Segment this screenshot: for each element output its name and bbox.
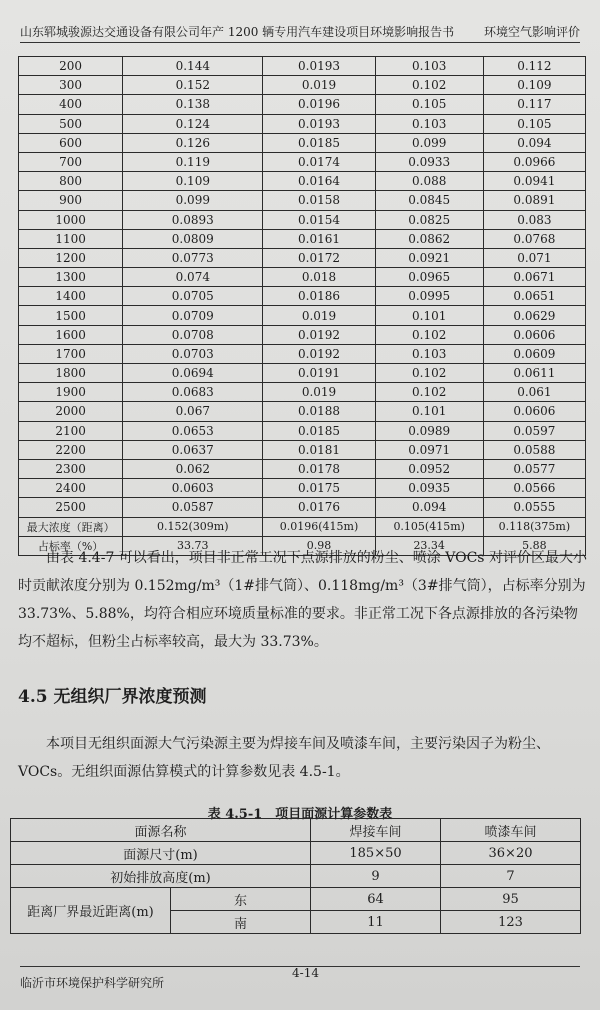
table-cell: 0.0181 [263, 440, 375, 459]
table-cell: 0.98 [263, 536, 375, 555]
table-cell: 0.062 [123, 459, 263, 478]
table-cell: 距离厂界最近距离(m) [11, 888, 171, 934]
table-row [19, 57, 586, 76]
table-cell: 0.0161 [263, 229, 375, 248]
table-row [19, 364, 586, 383]
table-row [19, 95, 586, 114]
table-row [19, 440, 586, 459]
table-row [19, 459, 586, 478]
table-cell: 0.0629 [483, 306, 585, 325]
table-cell: 2400 [19, 479, 123, 498]
table-cell: 0.083 [483, 210, 585, 229]
table-cell: 0.0862 [375, 229, 483, 248]
table-cell: 0.0178 [263, 459, 375, 478]
table-cell: 0.0708 [123, 325, 263, 344]
table-cell: 初始排放高度(m) [11, 865, 311, 888]
table-row [19, 479, 586, 498]
table-cell: 0.103 [375, 344, 483, 363]
table-cell: 33.73 [123, 536, 263, 555]
table-cell: 0.0196(415m) [263, 517, 375, 536]
intro-paragraph: 本项目无组织面源大气污染源主要为焊接车间及喷漆车间，主要污染因子为粉尘、VOCs。无组织面源估算模式的计算参数见表 4.5-1。 [18, 736, 550, 780]
table-cell: 0.061 [483, 383, 585, 402]
table-cell: 7 [441, 865, 581, 888]
table-cell: 0.0174 [263, 152, 375, 171]
table-row [19, 76, 586, 95]
table-cell: 东 [171, 888, 311, 911]
table-cell: 焊接车间 [311, 819, 441, 842]
table-cell: 0.0185 [263, 421, 375, 440]
table-cell: 0.103 [375, 57, 483, 76]
table-cell: 1400 [19, 287, 123, 306]
table-cell: 0.0185 [263, 133, 375, 152]
section-heading: 4.5 无组织厂界浓度预测 [18, 687, 207, 707]
table-cell: 0.124 [123, 114, 263, 133]
table-header-row [11, 819, 581, 842]
table-cell: 0.0891 [483, 191, 585, 210]
table-cell: 0.0705 [123, 287, 263, 306]
table-cell: 95 [441, 888, 581, 911]
table-cell: 0.067 [123, 402, 263, 421]
table-cell: 0.102 [375, 383, 483, 402]
table-cell: 2000 [19, 402, 123, 421]
table-cell: 0.112 [483, 57, 585, 76]
table-row [19, 325, 586, 344]
table-cell: 0.0995 [375, 287, 483, 306]
table-cell: 800 [19, 172, 123, 191]
table-cell: 0.101 [375, 306, 483, 325]
table-cell: 0.0188 [263, 402, 375, 421]
table-cell: 0.105 [375, 95, 483, 114]
table-cell: 0.094 [375, 498, 483, 517]
table-cell: 23.34 [375, 536, 483, 555]
table-cell: 0.0186 [263, 287, 375, 306]
table-cell: 1300 [19, 268, 123, 287]
table-cell: 0.074 [123, 268, 263, 287]
table-cell: 0.105 [483, 114, 585, 133]
table-cell: 0.0577 [483, 459, 585, 478]
table-cell: 0.0193 [263, 114, 375, 133]
table-cell: 1700 [19, 344, 123, 363]
table-cell: 0.0193 [263, 57, 375, 76]
table-cell: 0.126 [123, 133, 263, 152]
table-cell: 0.0671 [483, 268, 585, 287]
table-cell: 1600 [19, 325, 123, 344]
table-cell: 0.0158 [263, 191, 375, 210]
table-cell: 0.0154 [263, 210, 375, 229]
table-cell: 0.0989 [375, 421, 483, 440]
table-cell: 0.138 [123, 95, 263, 114]
table-cell: 185×50 [311, 842, 441, 865]
table-cell: 0.0606 [483, 402, 585, 421]
table-cell: 0.0555 [483, 498, 585, 517]
table-cell: 0.071 [483, 248, 585, 267]
table-cell: 0.0637 [123, 440, 263, 459]
table-cell: 600 [19, 133, 123, 152]
table-cell: 0.0809 [123, 229, 263, 248]
table-row [19, 498, 586, 517]
table-cell: 0.0653 [123, 421, 263, 440]
table-row [19, 517, 586, 536]
table-cell: 0.0921 [375, 248, 483, 267]
table-cell: 900 [19, 191, 123, 210]
table-cell: 面源名称 [11, 819, 311, 842]
table-cell: 1500 [19, 306, 123, 325]
table-cell: 123 [441, 911, 581, 934]
table-cell: 0.109 [483, 76, 585, 95]
table-cell: 0.0176 [263, 498, 375, 517]
table-cell: 0.119 [123, 152, 263, 171]
table-row [11, 842, 581, 865]
table-cell: 0.019 [263, 383, 375, 402]
table-cell: 0.0597 [483, 421, 585, 440]
table-cell: 64 [311, 888, 441, 911]
table-cell: 0.0941 [483, 172, 585, 191]
table-cell: 0.103 [375, 114, 483, 133]
table-cell: 南 [171, 911, 311, 934]
table-row [19, 402, 586, 421]
table-cell: 0.0192 [263, 344, 375, 363]
table-cell: 2200 [19, 440, 123, 459]
report-title: 山东郓城骏源达交通设备有限公司年产 1200 辆专用汽车建设项目环境影响报告书 [20, 25, 455, 39]
concentration-table [18, 56, 586, 556]
table-cell: 0.0191 [263, 364, 375, 383]
table-cell: 0.0709 [123, 306, 263, 325]
table-row [19, 306, 586, 325]
table-cell: 0.152(309m) [123, 517, 263, 536]
table-cell: 700 [19, 152, 123, 171]
table-cell: 0.0588 [483, 440, 585, 459]
table-row [19, 421, 586, 440]
table-cell: 0.102 [375, 325, 483, 344]
table-row [19, 287, 586, 306]
table-cell: 0.0768 [483, 229, 585, 248]
table-cell: 0.0845 [375, 191, 483, 210]
table-cell: 喷漆车间 [441, 819, 581, 842]
table-cell: 1900 [19, 383, 123, 402]
table-row [11, 888, 581, 911]
page-number: 4-14 [292, 966, 319, 980]
table-cell: 0.152 [123, 76, 263, 95]
table-cell: 9 [311, 865, 441, 888]
table-cell: 0.0609 [483, 344, 585, 363]
table-cell: 0.0611 [483, 364, 585, 383]
table-cell: 0.019 [263, 76, 375, 95]
table-cell: 1800 [19, 364, 123, 383]
table-cell: 0.101 [375, 402, 483, 421]
table-cell: 2100 [19, 421, 123, 440]
table-row [19, 191, 586, 210]
table-cell: 0.0196 [263, 95, 375, 114]
table-cell: 0.0773 [123, 248, 263, 267]
table-cell: 0.0587 [123, 498, 263, 517]
table-cell: 1000 [19, 210, 123, 229]
table-cell: 0.0966 [483, 152, 585, 171]
table-cell: 5.88 [483, 536, 585, 555]
table-row [19, 114, 586, 133]
table-cell: 0.102 [375, 76, 483, 95]
table-cell: 0.0566 [483, 479, 585, 498]
page-footer [20, 966, 580, 991]
table-cell: 0.102 [375, 364, 483, 383]
table-cell: 0.0703 [123, 344, 263, 363]
table-cell: 0.0933 [375, 152, 483, 171]
table-cell: 0.019 [263, 306, 375, 325]
table-cell: 面源尺寸(m) [11, 842, 311, 865]
area-source-table [10, 818, 581, 934]
table-cell: 0.0172 [263, 248, 375, 267]
table-cell: 400 [19, 95, 123, 114]
table-row [19, 172, 586, 191]
table-cell: 0.109 [123, 172, 263, 191]
table-cell: 0.0694 [123, 364, 263, 383]
table-cell: 0.0175 [263, 479, 375, 498]
table-cell: 0.099 [123, 191, 263, 210]
table-cell: 2500 [19, 498, 123, 517]
table-row [11, 865, 581, 888]
table-cell: 11 [311, 911, 441, 934]
table-cell: 0.0606 [483, 325, 585, 344]
table-row [19, 268, 586, 287]
page-header [20, 22, 580, 43]
table-row [19, 210, 586, 229]
table-cell: 0.0965 [375, 268, 483, 287]
analysis-paragraph: 由表 4.4-7 可以看出，项目非正常工况下点源排放的粉尘、喷涂 VOCs 对评价区最大小时贡献浓度分别为 0.152mg/m³（1#排气筒）、0.118mg/m³（3#排气筒），占标率分别为 33.73%、5.88%，均符合相应环境质量标准的要求。非正常工况下各点源排放的各污染物均不超标，但粉尘占标率较高，最大为 33.73%。 [18, 550, 587, 650]
table-cell: 0.094 [483, 133, 585, 152]
table-cell: 0.0893 [123, 210, 263, 229]
table-row [19, 344, 586, 363]
table-cell: 0.118(375m) [483, 517, 585, 536]
table-cell: 0.099 [375, 133, 483, 152]
table-cell: 0.0683 [123, 383, 263, 402]
table-cell: 1200 [19, 248, 123, 267]
table-caption: 表 4.5-1 项目面源计算参数表 [207, 807, 393, 822]
table-row [19, 152, 586, 171]
table-cell: 0.0192 [263, 325, 375, 344]
table-cell: 2300 [19, 459, 123, 478]
table-cell: 0.0651 [483, 287, 585, 306]
table-cell: 0.0935 [375, 479, 483, 498]
table-cell: 0.0164 [263, 172, 375, 191]
table-cell: 0.0603 [123, 479, 263, 498]
table-cell: 500 [19, 114, 123, 133]
table-cell: 0.0825 [375, 210, 483, 229]
table-cell: 0.088 [375, 172, 483, 191]
table-cell: 0.117 [483, 95, 585, 114]
table-cell: 0.144 [123, 57, 263, 76]
organization-name: 临沂市环境保护科学研究所 [20, 976, 165, 990]
table-cell: 0.0952 [375, 459, 483, 478]
table-row [19, 133, 586, 152]
table-cell: 0.105(415m) [375, 517, 483, 536]
table-cell: 36×20 [441, 842, 581, 865]
table-cell: 200 [19, 57, 123, 76]
table-row [19, 383, 586, 402]
table-cell: 300 [19, 76, 123, 95]
table-row [19, 229, 586, 248]
table-cell: 0.0971 [375, 440, 483, 459]
table-cell: 0.018 [263, 268, 375, 287]
table-cell: 占标率（%） [19, 536, 123, 555]
table-cell: 最大浓度（距离） [19, 517, 123, 536]
table-cell: 1100 [19, 229, 123, 248]
table-row [19, 248, 586, 267]
chapter-title: 环境空气影响评价 [483, 25, 580, 39]
